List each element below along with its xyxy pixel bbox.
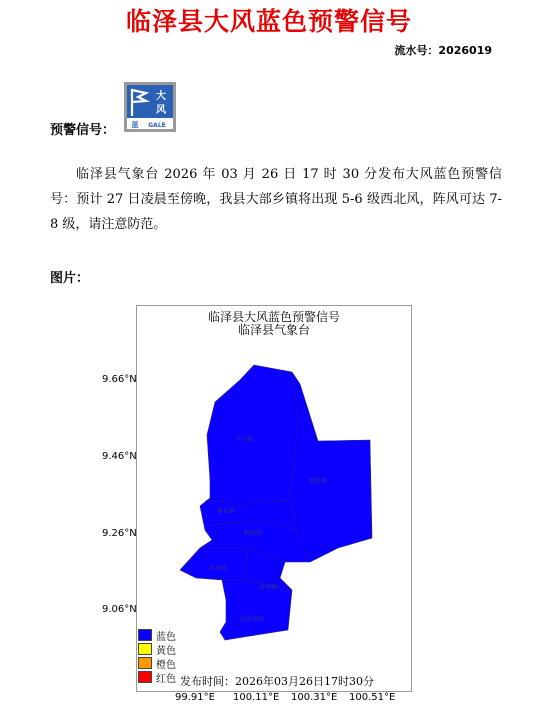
- legend-swatch-blue: [138, 629, 152, 641]
- warning-body-text: 临泽县气象台 2026 年 03 月 26 日 17 时 30 分发布大风蓝色预警信号：预计 27 日凌晨至傍晚，我县大部乡镇将出现 5-6 级西北风，阵风可达 7-8 级，请注意防范。: [50, 167, 502, 232]
- map-title-line2: 临泽县气象台: [237, 323, 310, 337]
- county-region: [180, 365, 372, 640]
- town-label: 蓼泉镇: [216, 508, 236, 515]
- legend-item: [138, 656, 176, 670]
- legend-label: 蓝色: [156, 631, 176, 643]
- icon-text-top: 大: [156, 91, 166, 102]
- town-label: 平川镇: [234, 436, 254, 443]
- map-title-line1: 临泽县大风蓝色预警信号: [207, 310, 340, 324]
- legend-label: 橙色: [156, 659, 176, 671]
- signal-label: 预警信号：: [50, 123, 116, 138]
- lon-tick: 100.31°E: [291, 692, 338, 703]
- icon-english: GALE: [148, 122, 166, 129]
- map-legend: [138, 628, 176, 684]
- town-label: 倪家营镇: [239, 616, 265, 623]
- town-label: 沙河镇: [208, 565, 228, 572]
- lat-tick: 9.46°N: [102, 451, 137, 462]
- town-label: 板桥镇: [308, 478, 328, 485]
- serial-number: 流水号：2026019: [394, 44, 492, 57]
- town-label: 新华镇: [258, 584, 278, 591]
- legend-label: 红色: [156, 673, 176, 685]
- legend-item: [138, 628, 176, 642]
- lat-tick: 9.26°N: [102, 528, 137, 539]
- lon-tick: 99.91°E: [175, 692, 215, 703]
- icon-text-bottom: 风: [156, 105, 166, 116]
- legend-item: [138, 670, 176, 684]
- release-time: 发布时间：2026年03月26日17时30分: [180, 675, 374, 688]
- town-label: 鸭暖镇: [243, 530, 263, 537]
- page-title: 临泽县大风蓝色预警信号: [125, 7, 412, 36]
- legend-item: [138, 642, 176, 656]
- legend-label: 黄色: [156, 645, 176, 657]
- lat-tick: 9.66°N: [102, 374, 137, 385]
- picture-label: 图片：: [50, 271, 90, 286]
- lat-tick: 9.06°N: [102, 604, 137, 615]
- icon-color-word: 蓝: [131, 121, 139, 129]
- legend-swatch-yellow: [138, 643, 152, 655]
- lon-tick: 100.51°E: [349, 692, 396, 703]
- legend-swatch-orange: [138, 657, 152, 669]
- lon-tick: 100.11°E: [233, 692, 280, 703]
- legend-swatch-red: [138, 671, 152, 683]
